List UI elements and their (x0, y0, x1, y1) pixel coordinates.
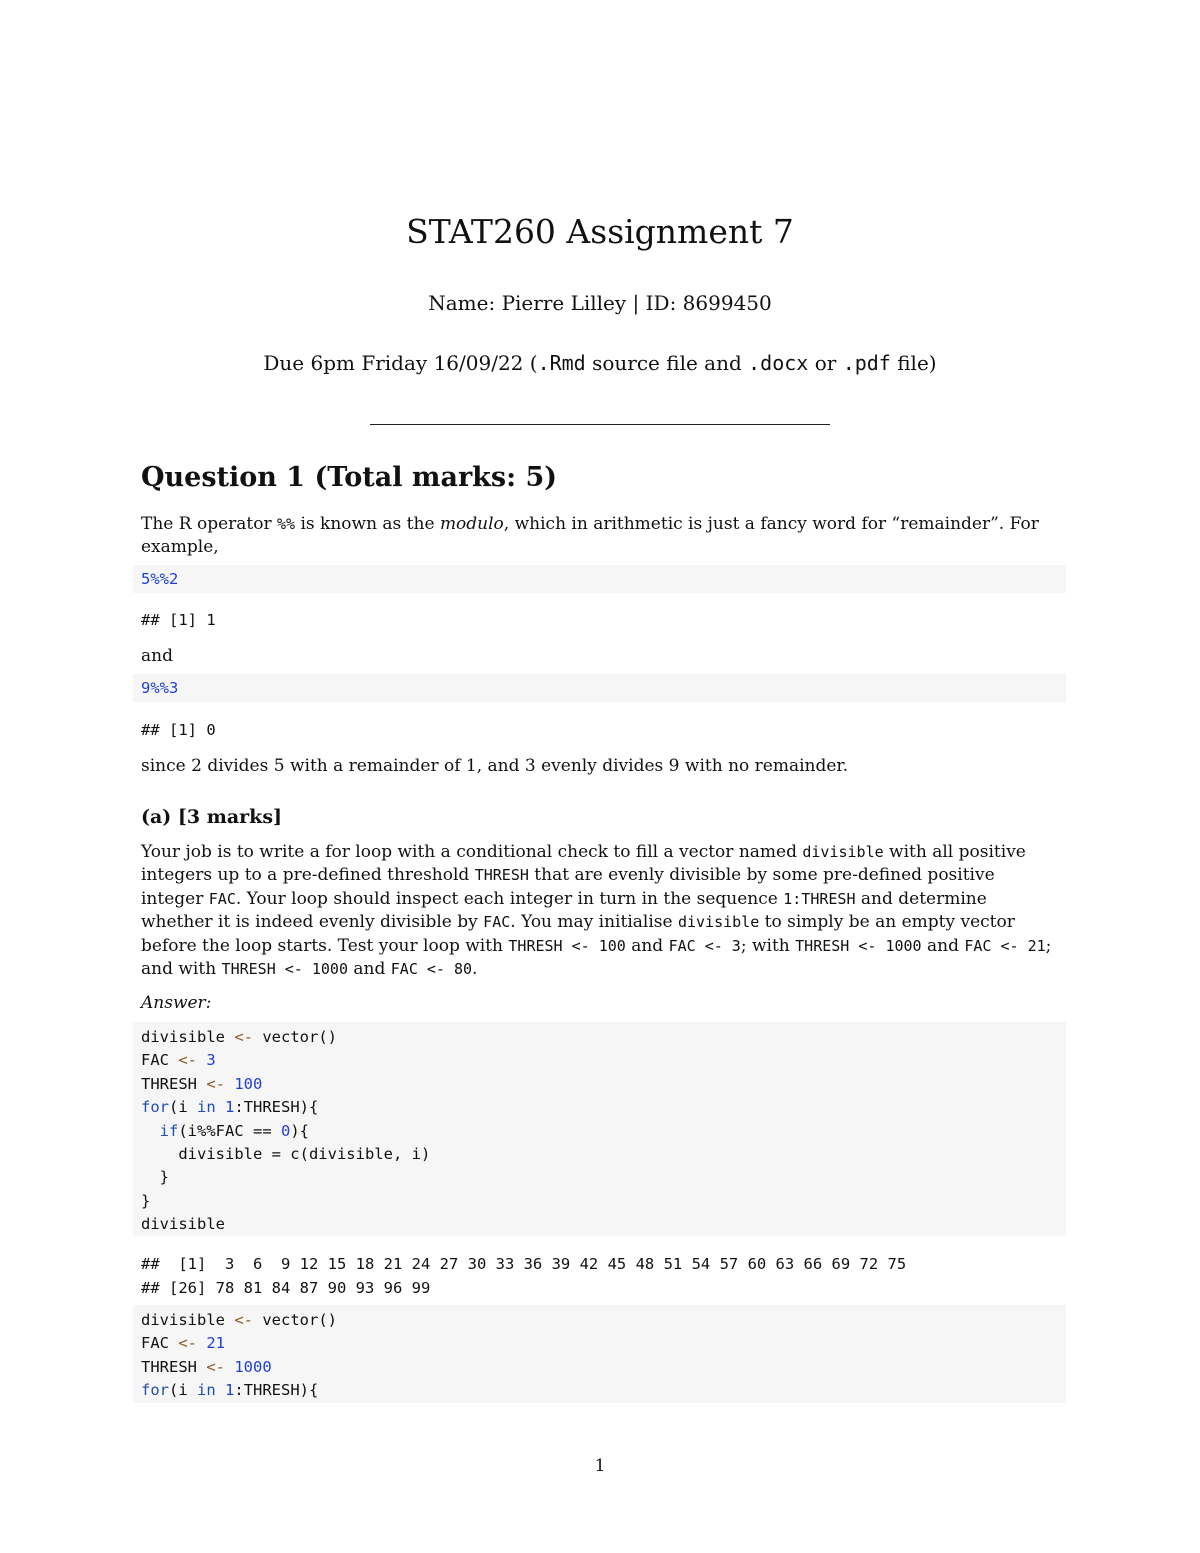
code-line: divisible = c(divisible, i) (141, 1145, 431, 1164)
code-line (133, 1120, 1066, 1143)
inline-code: FAC <- 80 (390, 960, 473, 979)
output-answer-1-line-1: ## [1] 3 6 9 12 15 18 21 24 27 30 33 36 39 42 45 48 51 54 57 60 63 66 69 72 75 (141, 1255, 907, 1273)
code-block-example-1 (133, 565, 1066, 593)
instruction-text: ; with (740, 935, 796, 956)
code-block-answer-2 (133, 1305, 1066, 1403)
due-rmd: .Rmd (537, 351, 586, 375)
code-token: for (141, 1098, 169, 1117)
code-token: 100 (234, 1074, 263, 1093)
code-line (133, 1096, 1066, 1119)
code-token: <- (234, 1311, 253, 1329)
code-token: <- (234, 1028, 253, 1046)
code-token: (i (169, 1098, 197, 1117)
code-token (141, 1122, 160, 1140)
instruction-text: and (921, 935, 965, 956)
code-token (216, 1381, 225, 1399)
instruction-text: . You may initialise (510, 912, 678, 933)
instruction-text: that are evenly divisible by some pre-defined positive integer (141, 865, 995, 909)
due-prefix: Due 6pm Friday 16/09/22 ( (263, 351, 538, 375)
code-token: FAC (141, 1051, 179, 1070)
code-line (133, 1026, 1066, 1049)
output-example-1: ## [1] 1 (141, 611, 216, 629)
instruction-text: ; and with (141, 935, 1052, 980)
code-token: <- (178, 1051, 197, 1070)
inline-code: FAC (483, 913, 511, 932)
intro-text: is known as the (295, 514, 440, 534)
code-token: 1 (225, 1381, 235, 1400)
code-token (216, 1098, 225, 1116)
code-block-example-2 (133, 674, 1066, 702)
answer-label-text: Answer: (141, 993, 212, 1013)
inline-code: FAC (208, 889, 236, 908)
part-a-instructions (141, 841, 1061, 981)
code-token: vector() (253, 1028, 337, 1046)
inline-code: divisible (802, 843, 884, 861)
code-token: 9%%3 (141, 679, 179, 697)
inline-code: THRESH <- 100 (508, 936, 626, 955)
code-line (133, 1356, 1066, 1379)
instruction-text: to simply be an empty vector before the loop starts. Test your loop with (141, 912, 1015, 956)
page-number: 1 (594, 1456, 606, 1476)
code-token: in (197, 1098, 216, 1117)
code-token: ){ (290, 1121, 310, 1140)
instruction-text: . Your loop should inspect each integer in turn in the sequence (235, 888, 784, 909)
code-token: (i (169, 1381, 197, 1400)
code-line: } (141, 1168, 169, 1187)
code-token: <- (206, 1357, 225, 1376)
question-1-intro (141, 513, 1061, 560)
code-line: } (141, 1191, 151, 1210)
code-token: 0 (281, 1121, 291, 1140)
instruction-text: and determine whether it is indeed evenly divisible by (141, 888, 987, 933)
instruction-text: . (472, 959, 478, 980)
code-token: 21 (206, 1334, 226, 1353)
code-token: THRESH (141, 1074, 207, 1093)
code-token: (i%%FAC == (178, 1121, 281, 1140)
code-token: in (197, 1381, 216, 1400)
author-line: Name: Pierre Lilley | ID: 8699450 (428, 291, 772, 315)
code-line (133, 565, 1066, 593)
code-token: FAC (141, 1334, 179, 1353)
code-line (133, 1073, 1066, 1096)
code-block-answer-1 (133, 1022, 1066, 1236)
code-token: 1000 (234, 1357, 272, 1376)
due-line (0, 350, 1200, 376)
inline-code: THRESH <- 1000 (221, 960, 348, 979)
code-token: if (159, 1121, 179, 1140)
code-token (225, 1358, 234, 1376)
code-token: divisible (141, 1028, 235, 1046)
instruction-text: with all positive integers up to a pre-defined threshold (141, 842, 1026, 886)
intro-text: , which in arithmetic is just a fancy word for “remainder”. For example, (141, 514, 1039, 558)
intro-text: The R operator (141, 514, 277, 534)
code-token: 1 (225, 1098, 235, 1117)
code-line (133, 1379, 1066, 1402)
code-token: vector() (253, 1311, 337, 1329)
code-token: <- (206, 1074, 225, 1093)
inline-code: THRESH (474, 866, 529, 885)
code-token: :THRESH){ (234, 1098, 319, 1117)
instruction-text: and (625, 935, 669, 956)
inline-code: 1:THRESH (783, 889, 856, 908)
since-text: since 2 divides 5 with a remainder of 1, and 3 evenly divides 9 with no remainder. (141, 756, 849, 776)
intro-operator: %% (277, 515, 296, 533)
instruction-text: and (347, 959, 391, 980)
code-token: THRESH (141, 1357, 207, 1376)
code-token: for (141, 1381, 169, 1400)
output-example-2: ## [1] 0 (141, 721, 216, 739)
inline-code: divisible (677, 913, 760, 932)
code-token: <- (178, 1334, 197, 1353)
code-token: :THRESH){ (234, 1381, 319, 1400)
due-or: or (808, 351, 843, 375)
code-token (225, 1075, 234, 1093)
and-text: and (141, 646, 173, 666)
output-answer-1-line-2: ## [26] 78 81 84 87 90 93 96 99 (141, 1279, 431, 1297)
code-token (197, 1051, 206, 1069)
code-line (133, 1309, 1066, 1332)
instruction-text: Your job is to write a for loop with a conditional check to fill a vector named (141, 842, 803, 862)
inline-code: FAC <- 3 (668, 936, 741, 955)
code-line (133, 1049, 1066, 1072)
answer-label (141, 992, 1061, 1015)
title-divider (370, 424, 830, 425)
due-docx: .docx (748, 351, 809, 375)
part-a-heading: (a) [3 marks] (141, 806, 283, 828)
due-mid: source file and (585, 351, 749, 375)
code-line: divisible (141, 1215, 225, 1234)
code-token: 5%%2 (141, 570, 179, 588)
due-pdf: .pdf (842, 351, 891, 375)
code-token: 3 (206, 1051, 216, 1070)
document-title: STAT260 Assignment 7 (406, 212, 794, 251)
inline-code: THRESH <- 1000 (795, 936, 922, 955)
code-line (133, 674, 1066, 702)
inline-code: FAC <- 21 (964, 936, 1046, 955)
code-line (133, 1332, 1066, 1355)
intro-modulo: modulo (439, 514, 504, 534)
code-token: divisible (141, 1311, 235, 1329)
code-token (197, 1334, 206, 1352)
question-1-heading: Question 1 (Total marks: 5) (141, 462, 558, 493)
due-suffix: file) (890, 351, 937, 375)
